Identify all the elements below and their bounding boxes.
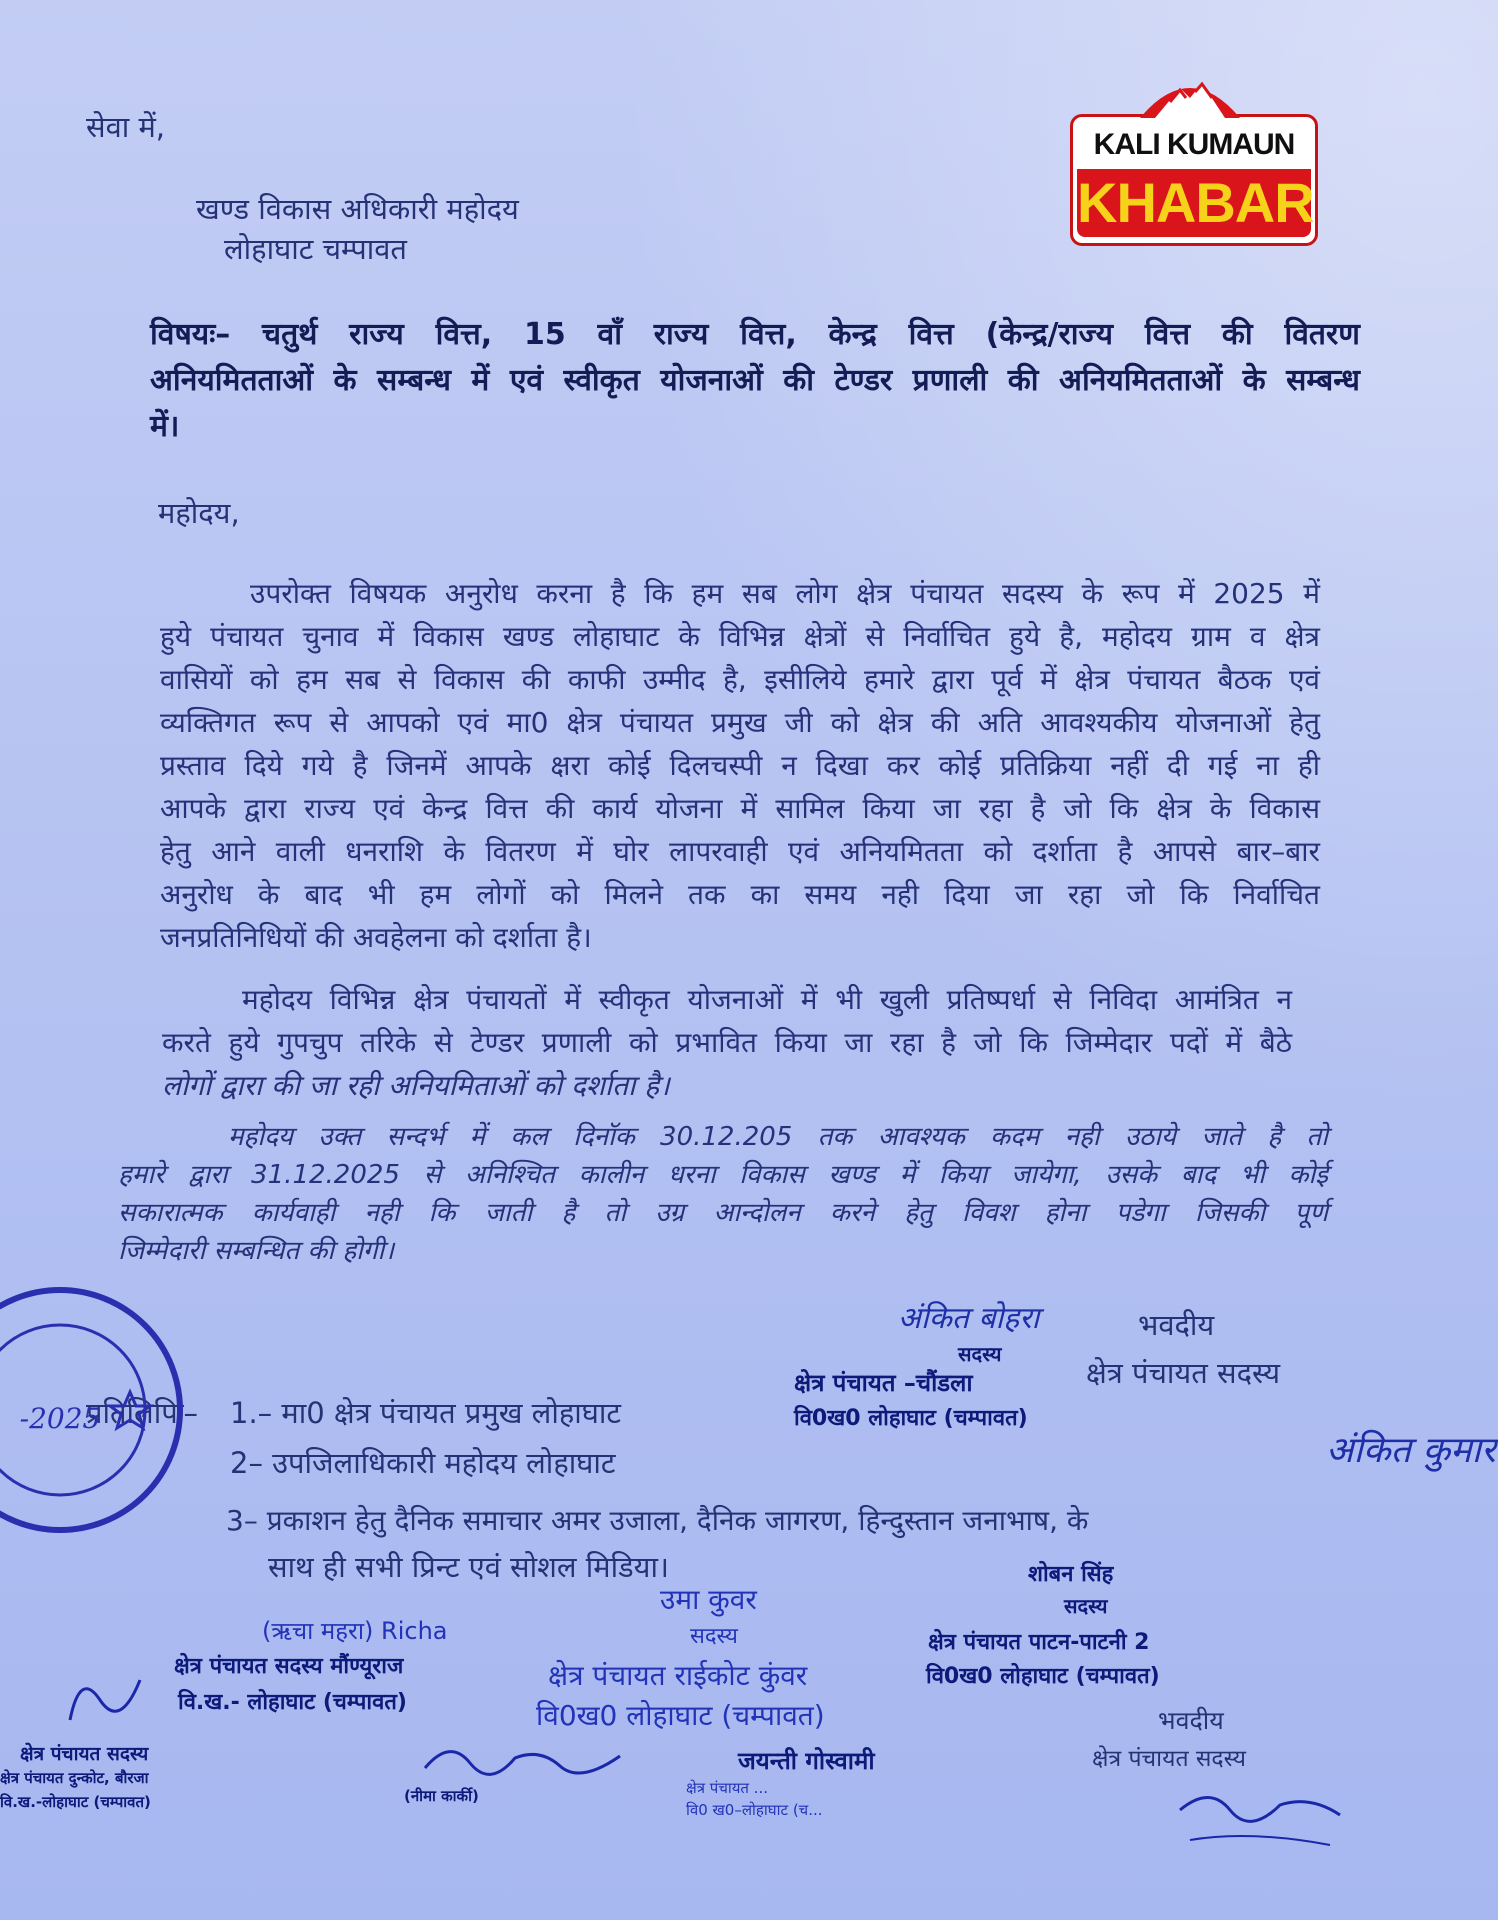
para3-line: जिम्मेदारी सम्बन्धित की होगी। bbox=[118, 1236, 395, 1266]
stamp-s3-role: सदस्य bbox=[1064, 1594, 1108, 1618]
stamp-s4-area: क्षेत्र पंचायत राईकोट कुंवर bbox=[548, 1659, 808, 1692]
closing-2: भवदीय bbox=[1158, 1706, 1224, 1735]
subject-line: अनियमितताओं के सम्बन्ध में एवं स्वीकृत योजनाओं की टेण्डर प्रणाली की अनियमितताओं के सम्बन्ध bbox=[150, 363, 1360, 398]
para1-line: हुये पंचायत चुनाव में विकास खण्ड लोहाघाट के विभिन्न क्षेत्रों से निर्वाचित हुये है, महोदय ग्राम व क्षेत्र bbox=[160, 620, 1320, 653]
subject bbox=[150, 312, 1360, 450]
stamp-s4-name: उमा कुवर bbox=[660, 1583, 757, 1616]
para3-line: महोदय उक्त सन्दर्भ में कल दिनॉक 30.12.205 तक आवश्यक कदम नही उठाये जाते है तो bbox=[228, 1122, 1328, 1152]
subject-line: विषयः– चतुर्थ राज्य वित्त, 15 वॉं राज्य वित्त, केन्द्र वित्त (केन्द्र/राज्य वित्त की वितरण bbox=[150, 317, 1360, 352]
para1-line: आपके द्वारा राज्य एवं केन्द्र वित्त की कार्य योजना में सामिल किया जा रहा है जो कि क्षेत्र के विकास bbox=[160, 792, 1320, 825]
signature-s1: अंकित बोहरा bbox=[898, 1301, 1040, 1336]
stamp-s5-area: क्षेत्र पंचायत सदस्य मौंण्यूराज bbox=[174, 1654, 404, 1679]
para1-line: व्यक्तिगत रूप से आपको एवं मा0 क्षेत्र पंचायत प्रमुख जी को क्षेत्र की अति आवश्यकीय योजनाओं हेतु bbox=[160, 706, 1320, 739]
signature-scribble bbox=[420, 1728, 640, 1788]
stamp-s1-block: वि0ख0 लोहाघाट (चम्पावत) bbox=[794, 1406, 1028, 1431]
stamp-s3-block: वि0ख0 लोहाघाट (चम्पावत) bbox=[926, 1664, 1160, 1689]
logo-line2: KHABAR bbox=[1077, 169, 1311, 237]
stamp-s7-area: क्षेत्र पंचायत ... bbox=[686, 1779, 769, 1797]
paragraph-3 bbox=[118, 1118, 1328, 1270]
logo-line1: KALI KUMAUN bbox=[1077, 125, 1311, 165]
para1-line: वासियों को हम सब से विकास की काफी उम्मीद है, इसीलिये हमारे द्वारा पूर्व में क्षेत्र पंचायत बैठक एवं bbox=[160, 663, 1320, 696]
signature-scribble bbox=[60, 1660, 150, 1740]
closing-1-role: क्षेत्र पंचायत सदस्य bbox=[1086, 1356, 1281, 1390]
para1-line: उपरोक्त विषयक अनुरोध करना है कि हम सब लोग क्षेत्र पंचायत सदस्य के रूप में 2025 में bbox=[250, 577, 1320, 610]
para3-line: हमारे द्वारा 31.12.2025 से अनिश्चित कालीन धरना विकास खण्ड में किया जायेगा, उसके बाद भी कोई bbox=[118, 1160, 1328, 1190]
stamp-s3-area: क्षेत्र पंचायत पाटन-पाटनी 2 bbox=[928, 1630, 1150, 1655]
stamp-s1-role: सदस्य bbox=[958, 1342, 1002, 1366]
para3-line: सकारात्मक कार्यवाही नही कि जाती है तो उग्र आन्दोलन करने हेतु विवश होना पडेगा जिसकी पूर्ण bbox=[118, 1198, 1328, 1228]
salutation-to: सेवा में, bbox=[86, 110, 166, 144]
para1-line: जनप्रतिनिधियों की अवहेलना को दर्शाता है। bbox=[160, 921, 592, 954]
para1-line: हेतु आने वाली धनराशि के वितरण में घोर लापरवाही एवं अनियमितता को दर्शाता है आपसे बार–बार bbox=[160, 835, 1320, 868]
logo-frame bbox=[1070, 114, 1318, 246]
copy-item: 2– उपजिलाधिकारी महोदय लोहाघाट bbox=[230, 1446, 616, 1480]
para2-line: महोदय विभिन्न क्षेत्र पंचायतों में स्वीकृत योजनाओं में भी खुली प्रतिष्पर्धा से निविदा आमंत्रित न bbox=[242, 983, 1292, 1016]
closing-2-role: क्षेत्र पंचायत सदस्य bbox=[1092, 1746, 1246, 1772]
para2-line: करते हुये गुपचुप तरिके से टेण्डर प्रणाली को प्रभावित किया जा रहा है जो कि जिम्मेदार पदों में बैठे bbox=[162, 1026, 1292, 1059]
kali-kumaun-khabar-logo bbox=[1070, 68, 1316, 244]
svg-text:-2025: -2025 bbox=[19, 1402, 101, 1435]
paragraph-1 bbox=[160, 572, 1320, 959]
stamp-s6-block: वि.ख.-लोहाघाट (चम्पावत) bbox=[0, 1793, 151, 1811]
para1-line: प्रस्ताव दिये गये है जिनमें आपके क्षरा कोई दिलचस्पी न दिखा कर कोई प्रतिक्रिया नहीं दी गई ना ही bbox=[160, 749, 1320, 782]
paragraph-2 bbox=[162, 978, 1292, 1107]
stamp-s4-block: वि0ख0 लोहाघाट (चम्पावत) bbox=[536, 1699, 825, 1732]
greeting: महोदय, bbox=[158, 496, 240, 530]
stamp-s1-area: क्षेत्र पंचायत –चौंडला bbox=[794, 1369, 973, 1397]
mountain-icon bbox=[1140, 68, 1240, 128]
stamp-s3-name: शोबन सिंह bbox=[1028, 1562, 1114, 1587]
para2-line: लोगों द्वारा की जा रही अनियमिताओं को दर्शाता है। bbox=[162, 1069, 670, 1102]
closing-1: भवदीय bbox=[1138, 1308, 1215, 1342]
signature-s2: अंकित कुमार bbox=[1326, 1430, 1496, 1471]
stamp-s4-role: सदस्य bbox=[690, 1624, 738, 1649]
stamp-s7-block: वि0 ख0–लोहाघाट (च... bbox=[686, 1801, 823, 1819]
subject-line: में। bbox=[150, 409, 180, 444]
stamp-s7-name: जयन्ती गोस्वामी bbox=[738, 1747, 875, 1775]
copy-label: प्रतिलिपिः– bbox=[86, 1396, 199, 1430]
copy-item: साथ ही सभी प्रिन्ट एवं सोशल मिडिया। bbox=[268, 1550, 669, 1584]
stamp-s8-name: (नीमा कार्की) bbox=[404, 1787, 479, 1805]
stamp-s5-block: वि.ख.- लोहाघाट (चम्पावत) bbox=[178, 1690, 407, 1715]
stamp-s6-role: क्षेत्र पंचायत सदस्य bbox=[20, 1743, 149, 1765]
round-seal-stamp bbox=[0, 1280, 190, 1540]
copy-item: 1.– मा0 क्षेत्र पंचायत प्रमुख लोहाघाट bbox=[230, 1396, 622, 1430]
signature-scribble bbox=[1170, 1780, 1370, 1860]
recipient-line1: खण्ड विकास अधिकारी महोदय bbox=[196, 192, 519, 226]
stamp-s6-area: क्षेत्र पंचायत दुन्कोट, बौरजा bbox=[0, 1769, 149, 1787]
para1-line: अनुरोध के बाद भी हम लोगों को मिलने तक का समय नही दिया जा रहा जो कि निर्वाचित bbox=[160, 878, 1320, 911]
stamp-s5-name: (ऋचा महरा) Richa bbox=[262, 1617, 448, 1645]
copy-item: 3– प्रकाशन हेतु दैनिक समाचार अमर उजाला, दैनिक जागरण, हिन्दुस्तान जनाभाष, के bbox=[226, 1504, 1089, 1537]
recipient-line2: लोहाघाट चम्पावत bbox=[224, 232, 407, 266]
